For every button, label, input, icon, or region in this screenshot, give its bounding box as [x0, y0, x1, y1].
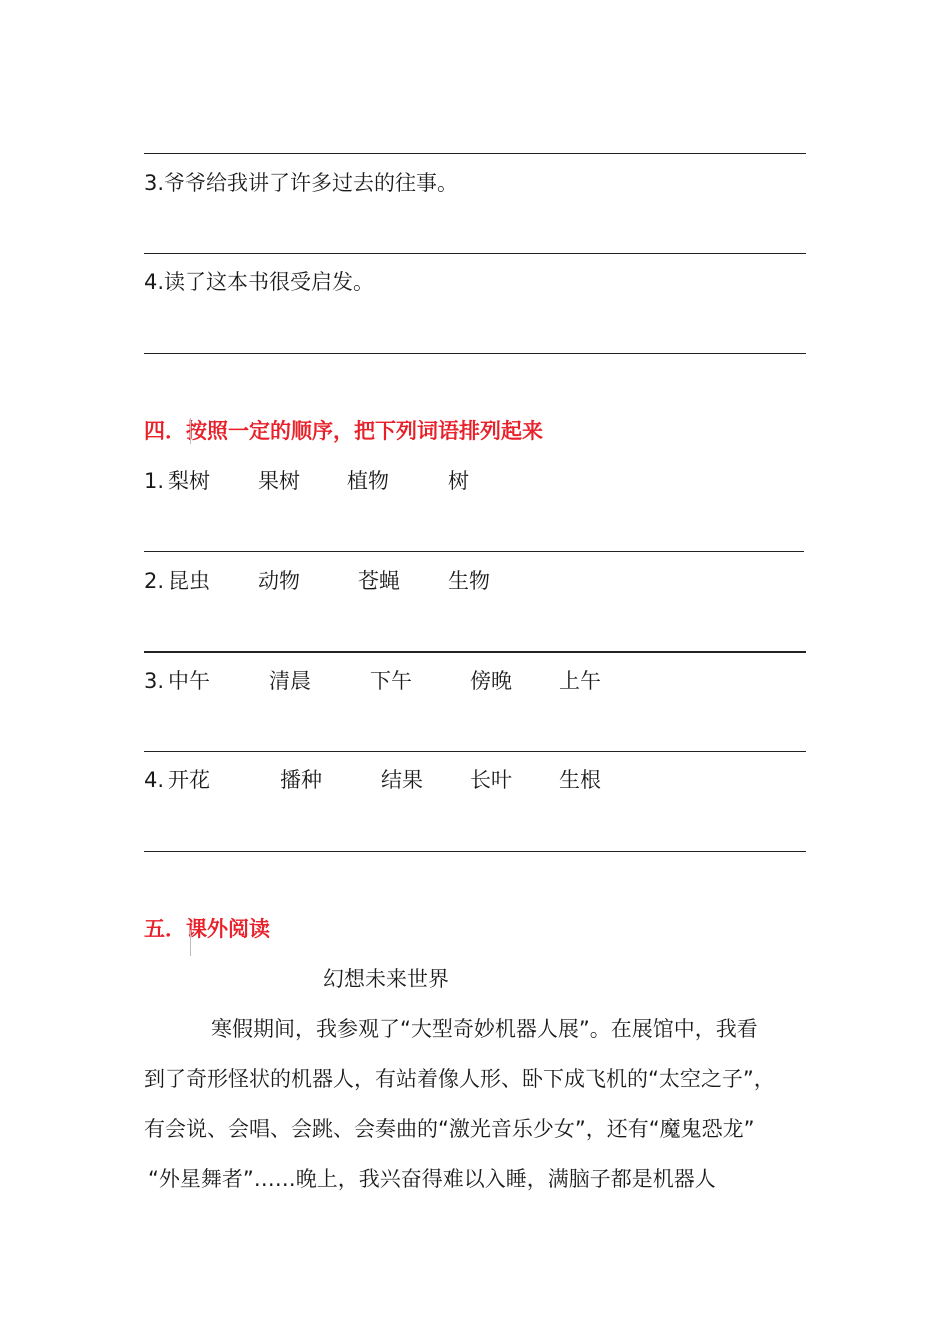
- word: 生物: [448, 569, 490, 593]
- word: 动物: [258, 569, 300, 593]
- answer-line: [144, 551, 804, 552]
- item-number: 1.: [144, 469, 165, 493]
- word: 树: [448, 469, 469, 493]
- passage-line: 到了奇形怪状的机器人，有站着像人形、卧下成飞机的“太空之子”，: [144, 1067, 775, 1091]
- word: 苍蝇: [358, 569, 400, 593]
- item-number: 4.: [144, 768, 165, 792]
- word: 开花: [168, 768, 210, 792]
- word: 清晨: [269, 669, 311, 693]
- passage-line: “外星舞者”……晚上，我兴奋得难以入睡，满脑子都是机器人: [148, 1167, 716, 1191]
- sentence-item: [144, 169, 458, 197]
- answer-line: [144, 751, 806, 752]
- word: 中午: [168, 669, 210, 693]
- word: 下午: [370, 669, 412, 693]
- word: 结果: [381, 768, 423, 792]
- word: 傍晚: [470, 669, 512, 693]
- word: 播种: [280, 768, 322, 792]
- word: 植物: [347, 469, 389, 493]
- answer-line: [144, 651, 806, 653]
- passage-line: 有会说、会唱、会跳、会奏曲的“激光音乐少女”，还有“魔鬼恐龙”: [144, 1117, 755, 1141]
- sentence-item: [144, 268, 374, 296]
- text-cursor: [190, 418, 191, 444]
- passage-line: 寒假期间，我参观了“大型奇妙机器人展”。在展馆中，我看: [211, 1017, 758, 1041]
- word: 上午: [559, 669, 601, 693]
- section-heading: 四．按照一定的顺序，把下列词语排列起来: [144, 419, 543, 443]
- item-number: 3.: [144, 171, 165, 195]
- item-number: 3.: [144, 669, 165, 693]
- section-heading: 五．课外阅读: [144, 917, 270, 941]
- passage-title: 幻想未来世界: [323, 967, 449, 991]
- item-number: 2.: [144, 569, 165, 593]
- answer-line: [144, 253, 806, 254]
- word: 生根: [559, 768, 601, 792]
- word: 长叶: [470, 768, 512, 792]
- item-text: 读了这本书很受启发。: [164, 270, 375, 294]
- item-text: 爷爷给我讲了许多过去的往事。: [164, 171, 459, 195]
- word: 昆虫: [168, 569, 210, 593]
- answer-line: [144, 353, 806, 354]
- word: 果树: [258, 469, 300, 493]
- answer-line: [144, 851, 806, 852]
- answer-line: [144, 153, 806, 154]
- text-cursor: [190, 930, 191, 956]
- item-number: 4.: [144, 270, 165, 294]
- word: 梨树: [168, 469, 210, 493]
